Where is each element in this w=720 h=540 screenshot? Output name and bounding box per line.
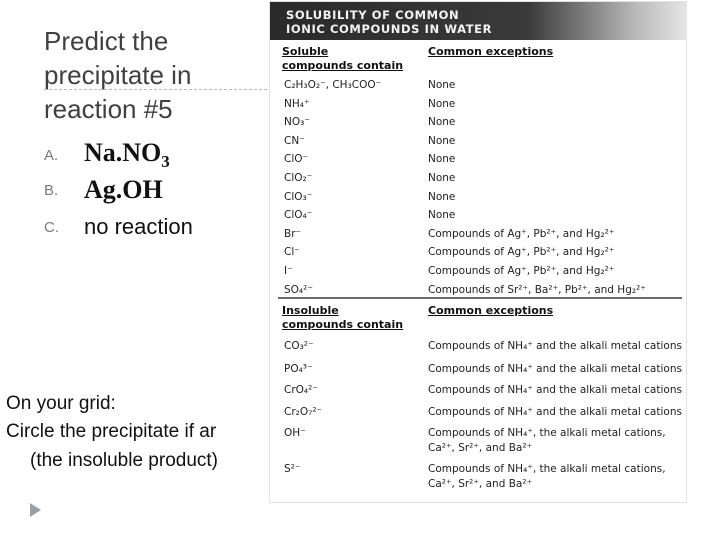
soluble-heading-line1: Soluble <box>282 45 329 58</box>
insoluble-exception-line2: Ca²⁺, Sr²⁺, and Ba²⁺ <box>428 478 533 490</box>
insoluble-exception: Compounds of NH₄⁺, the alkali metal cations, <box>428 427 666 439</box>
soluble-exception: None <box>428 172 456 184</box>
option-c-text: no reaction <box>84 214 193 239</box>
insoluble-ion: CO₃²⁻ <box>284 340 314 352</box>
soluble-ion: I⁻ <box>284 265 293 277</box>
insoluble-heading-line1: Insoluble <box>282 304 339 317</box>
soluble-ion: ClO⁻ <box>284 153 309 165</box>
soluble-ion: ClO₄⁻ <box>284 209 313 221</box>
soluble-ion: NO₃⁻ <box>284 116 310 128</box>
solubility-table <box>270 2 686 502</box>
insoluble-exception: Compounds of NH₄⁺ and the alkali metal cations <box>428 363 682 375</box>
option-c[interactable] <box>44 210 193 244</box>
soluble-exception: Compounds of Ag⁺, Pb²⁺, and Hg₂²⁺ <box>428 246 615 258</box>
soluble-exception: None <box>428 209 456 221</box>
insoluble-heading-line2: compounds contain <box>282 318 404 331</box>
soluble-ion: C₂H₃O₂⁻, CH₃COO⁻ <box>284 79 382 91</box>
option-b-text: Ag.OH <box>84 175 163 204</box>
slide-title: Predict the precipitate in reaction #5 <box>44 26 192 124</box>
insoluble-exception: Compounds of NH₄⁺, the alkali metal cations, <box>428 463 666 475</box>
table-title-line1: SOLUBILITY OF COMMON <box>286 8 460 22</box>
soluble-exception: Compounds of Ag⁺, Pb²⁺, and Hg₂²⁺ <box>428 228 615 240</box>
option-a[interactable] <box>44 138 170 172</box>
soluble-ion: NH₄⁺ <box>284 98 310 110</box>
soluble-ion: ClO₂⁻ <box>284 172 313 184</box>
grid-note-heading: On your grid: <box>6 393 116 414</box>
insoluble-exception-line2: Ca²⁺, Sr²⁺, and Ba²⁺ <box>428 442 533 454</box>
grid-note-clarification: (the insoluble product) <box>30 450 218 471</box>
insoluble-ion: PO₄³⁻ <box>284 363 313 375</box>
soluble-exception: None <box>428 191 456 203</box>
insoluble-ion: Cr₂O₇²⁻ <box>284 406 323 418</box>
slide-corner-arrow-icon <box>30 503 41 517</box>
grid-note-instruction: Circle the precipitate if ar <box>6 421 217 442</box>
soluble-heading-line2: compounds contain <box>282 59 404 72</box>
option-c-letter: C. <box>44 218 59 236</box>
soluble-ion: Cl⁻ <box>284 246 300 258</box>
title-divider <box>44 89 272 90</box>
soluble-ion: CN⁻ <box>284 135 305 147</box>
insoluble-exception: Compounds of NH₄⁺ and the alkali metal cations <box>428 384 682 396</box>
insoluble-ion: OH⁻ <box>284 427 306 439</box>
option-b-letter: B. <box>44 181 59 199</box>
soluble-ion: SO₄²⁻ <box>284 284 313 296</box>
soluble-exception: None <box>428 79 456 91</box>
soluble-exception: Compounds of Sr²⁺, Ba²⁺, Pb²⁺, and Hg₂²⁺ <box>428 284 646 296</box>
option-b[interactable] <box>44 173 163 207</box>
table-title-line2: IONIC COMPOUNDS IN WATER <box>286 22 493 36</box>
option-a-letter: A. <box>44 146 59 164</box>
insoluble-ion: CrO₄²⁻ <box>284 384 318 396</box>
option-a-text: Na.NO <box>84 137 162 167</box>
soluble-exception: Compounds of Ag⁺, Pb²⁺, and Hg₂²⁺ <box>428 265 615 277</box>
soluble-exception: None <box>428 135 456 147</box>
soluble-ion: ClO₃⁻ <box>284 191 313 203</box>
option-a-subscript: 3 <box>161 152 170 172</box>
soluble-exceptions-heading: Common exceptions <box>428 45 554 58</box>
section-divider <box>278 297 682 299</box>
insoluble-exception: Compounds of NH₄⁺ and the alkali metal cations <box>428 340 682 352</box>
soluble-exception: None <box>428 116 456 128</box>
table-header-bar <box>270 2 686 40</box>
insoluble-ion: S²⁻ <box>284 463 301 475</box>
insoluble-exception: Compounds of NH₄⁺ and the alkali metal cations <box>428 406 682 418</box>
insoluble-exceptions-heading: Common exceptions <box>428 304 554 317</box>
soluble-ion: Br⁻ <box>284 228 302 240</box>
soluble-exception: None <box>428 153 456 165</box>
soluble-exception: None <box>428 98 456 110</box>
